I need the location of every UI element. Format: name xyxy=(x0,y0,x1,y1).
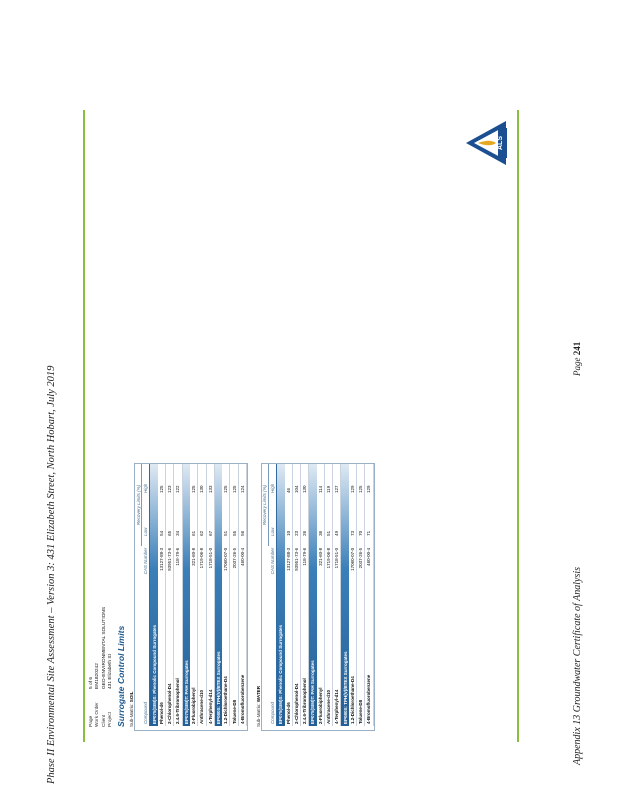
sub-matrix-key: Sub-Matrix: xyxy=(255,703,261,727)
meta-value: 5 of 6 xyxy=(89,676,94,689)
meta-value: 431 Elizabeth St xyxy=(107,654,113,689)
als-triangle-logo-icon xyxy=(466,116,508,170)
high-limit-cell: 125 xyxy=(190,464,198,507)
high-limit-cell: 125 xyxy=(222,464,230,507)
high-limit-cell: 125 xyxy=(230,464,238,507)
high-limit-cell: 125 xyxy=(158,464,166,507)
low-limit-cell: 23 xyxy=(292,507,300,546)
high-limit-cell: 129 xyxy=(349,464,357,507)
table-row xyxy=(324,464,332,726)
cas-number-cell: 321-60-8 xyxy=(190,546,198,601)
cas-number-cell: 1718-51-0 xyxy=(206,546,214,601)
recovery-limits-header: Recovery Limits (%) xyxy=(262,464,269,546)
section-header-row xyxy=(150,464,158,726)
low-limit-cell: 61 xyxy=(190,507,198,546)
low-limit-cell: 65 xyxy=(166,507,174,546)
cas-column-header: CAS Number xyxy=(142,546,150,601)
tables-container xyxy=(129,141,379,731)
section-title: EP080S: TPH(V)/BTEX Surrogates xyxy=(341,464,349,726)
low-limit-cell: 34 xyxy=(174,507,182,546)
meta-value: GEO-ENVIRONMENTAL SOLUTIONS xyxy=(101,606,107,689)
high-limit-cell: 133 xyxy=(206,464,214,507)
page-number xyxy=(572,296,582,376)
surrogate-table-frame xyxy=(261,463,375,731)
low-limit-cell: 55 xyxy=(230,507,238,546)
low-limit-cell: 10 xyxy=(285,507,293,546)
compound-cell: 2.4.6-Tribromophenol xyxy=(301,601,309,726)
surrogate-table xyxy=(135,464,247,726)
low-limit-cell: 67 xyxy=(206,507,214,546)
compound-column-header: Compound xyxy=(268,601,276,726)
table-row xyxy=(365,464,373,726)
high-limit-cell: 123 xyxy=(166,464,174,507)
table-row xyxy=(222,464,230,726)
table-row xyxy=(333,464,341,726)
recovery-limits-header: Recovery Limits (%) xyxy=(135,464,142,546)
compound-cell: 2-Chlorophenol-D4 xyxy=(166,601,174,726)
table-row xyxy=(301,464,309,726)
compound-cell: Toluene-D8 xyxy=(357,601,365,726)
high-limit-cell: 114 xyxy=(317,464,325,507)
cas-number-cell: 1718-51-0 xyxy=(333,546,341,601)
compound-cell: 4-Bromofluorobenzene xyxy=(365,601,373,726)
cas-number-cell: 13127-88-3 xyxy=(158,546,166,601)
meta-key: Work Order xyxy=(95,702,101,727)
low-column-header: Low xyxy=(142,507,150,546)
section-title: EP075(SIM)S: Phenolic Compound Surrogates xyxy=(277,464,285,726)
compound-cell: Toluene-D8 xyxy=(230,601,238,726)
sub-matrix-value: SOIL xyxy=(129,691,135,703)
section-title: EP075(SIM)T: PAH Surrogates xyxy=(182,464,190,726)
right-accent-rule xyxy=(517,110,519,742)
compound-cell: 4-Terphenyl-d14 xyxy=(206,601,214,726)
high-limit-cell: 119 xyxy=(324,464,332,507)
report-title: Surrogate Control Limits xyxy=(116,625,127,727)
section-header-row xyxy=(341,464,349,726)
compound-cell: 1.2-Dichloroethane-D4 xyxy=(349,601,357,726)
high-limit-cell: 124 xyxy=(238,464,246,507)
low-limit-cell: 36 xyxy=(317,507,325,546)
cas-number-cell: 17060-07-0 xyxy=(222,546,230,601)
compound-cell: Phenol-d6 xyxy=(285,601,293,726)
cas-column-header: CAS Number xyxy=(268,546,276,601)
high-limit-cell: 130 xyxy=(198,464,206,507)
table-row xyxy=(357,464,365,726)
compound-cell: 2.4.6-Tribromophenol xyxy=(174,601,182,726)
cas-number-cell: 17060-07-0 xyxy=(349,546,357,601)
table-row xyxy=(198,464,206,726)
compound-cell: 1.2-Dichloroethane-D4 xyxy=(222,601,230,726)
table-row xyxy=(349,464,357,726)
high-column-header: High xyxy=(268,464,276,507)
low-limit-cell: 49 xyxy=(333,507,341,546)
page-footer: Appendix 13 Groundwater Certificate of Analysis xyxy=(572,566,583,765)
table-row xyxy=(292,464,300,726)
compound-cell: 2-Chlorophenol-D4 xyxy=(292,601,300,726)
cas-number-cell: 1719-06-8 xyxy=(324,546,332,601)
low-limit-cell: 70 xyxy=(357,507,365,546)
section-header-row xyxy=(277,464,285,726)
cas-number-cell: 1719-06-8 xyxy=(198,546,206,601)
compound-cell: Anthracene-d10 xyxy=(324,601,332,726)
table-row xyxy=(285,464,293,726)
compound-cell: Anthracene-d10 xyxy=(198,601,206,726)
table-row xyxy=(190,464,198,726)
table-row xyxy=(158,464,166,726)
high-limit-cell: 122 xyxy=(174,464,182,507)
low-limit-cell: 73 xyxy=(349,507,357,546)
page-number-prefix: Page xyxy=(572,357,582,376)
section-title: EP075(SIM)T: PAH Surrogates xyxy=(309,464,317,726)
sub-matrix-value: WATER xyxy=(255,685,261,703)
table-row xyxy=(174,464,182,726)
meta-key: Project xyxy=(107,712,113,727)
cas-number-cell: 460-00-4 xyxy=(365,546,373,601)
table-row xyxy=(238,464,246,726)
page-header: Phase II Environmental Site Assessment – Version 3: 431 Elizabeth Street, North Hobart, July 2019 xyxy=(46,365,57,784)
section-header-row xyxy=(309,464,317,726)
compound-cell: 4-Terphenyl-d14 xyxy=(333,601,341,726)
section-header-row xyxy=(182,464,190,726)
cas-number-cell: 93951-73-6 xyxy=(292,546,300,601)
report-meta xyxy=(89,141,114,727)
compound-cell: 4-Bromofluorobenzene xyxy=(238,601,246,726)
cas-number-cell: 321-60-8 xyxy=(317,546,325,601)
table-row xyxy=(206,464,214,726)
surrogate-table xyxy=(262,464,374,726)
low-limit-cell: 26 xyxy=(301,507,309,546)
high-column-header: High xyxy=(142,464,150,507)
high-limit-cell: 46 xyxy=(285,464,293,507)
cas-number-cell: 118-79-6 xyxy=(174,546,182,601)
cas-number-cell: 118-79-6 xyxy=(301,546,309,601)
meta-key: Client xyxy=(101,714,107,727)
meta-key: Page xyxy=(89,715,94,727)
high-limit-cell: 129 xyxy=(365,464,373,507)
table-row xyxy=(230,464,238,726)
logo-text: ALS xyxy=(497,136,504,150)
high-limit-cell: 125 xyxy=(357,464,365,507)
cas-number-cell: 13127-88-3 xyxy=(285,546,293,601)
compound-cell: 2-Fluorobiphenyl xyxy=(190,601,198,726)
surrogate-table-frame xyxy=(134,463,248,731)
low-limit-cell: 51 xyxy=(324,507,332,546)
compound-cell: 2-Fluorobiphenyl xyxy=(317,601,325,726)
low-limit-cell: 54 xyxy=(158,507,166,546)
table-row xyxy=(317,464,325,726)
low-limit-cell: 62 xyxy=(198,507,206,546)
low-limit-cell: 71 xyxy=(365,507,373,546)
section-header-row xyxy=(214,464,222,726)
high-limit-cell: 127 xyxy=(333,464,341,507)
meta-value: EM1820242 xyxy=(95,663,101,689)
table-row xyxy=(166,464,174,726)
compound-cell: Phenol-d6 xyxy=(158,601,166,726)
cas-number-cell: 460-00-4 xyxy=(238,546,246,601)
section-title: EP080S: TPH(V)/BTEX Surrogates xyxy=(214,464,222,726)
sub-matrix-key: Sub-Matrix: xyxy=(129,703,135,727)
page-number-value: 241 xyxy=(572,341,582,356)
cas-number-cell: 2037-26-5 xyxy=(230,546,238,601)
compound-column-header: Compound xyxy=(142,601,150,726)
section-title: EP075(SIM)S: Phenolic Compound Surrogates xyxy=(150,464,158,726)
cas-number-cell: 2037-26-5 xyxy=(357,546,365,601)
cas-number-cell: 93951-73-6 xyxy=(166,546,174,601)
surrogate-report xyxy=(85,141,380,731)
high-limit-cell: 130 xyxy=(301,464,309,507)
low-limit-cell: 56 xyxy=(238,507,246,546)
low-column-header: Low xyxy=(268,507,276,546)
low-limit-cell: 51 xyxy=(222,507,230,546)
high-limit-cell: 104 xyxy=(292,464,300,507)
